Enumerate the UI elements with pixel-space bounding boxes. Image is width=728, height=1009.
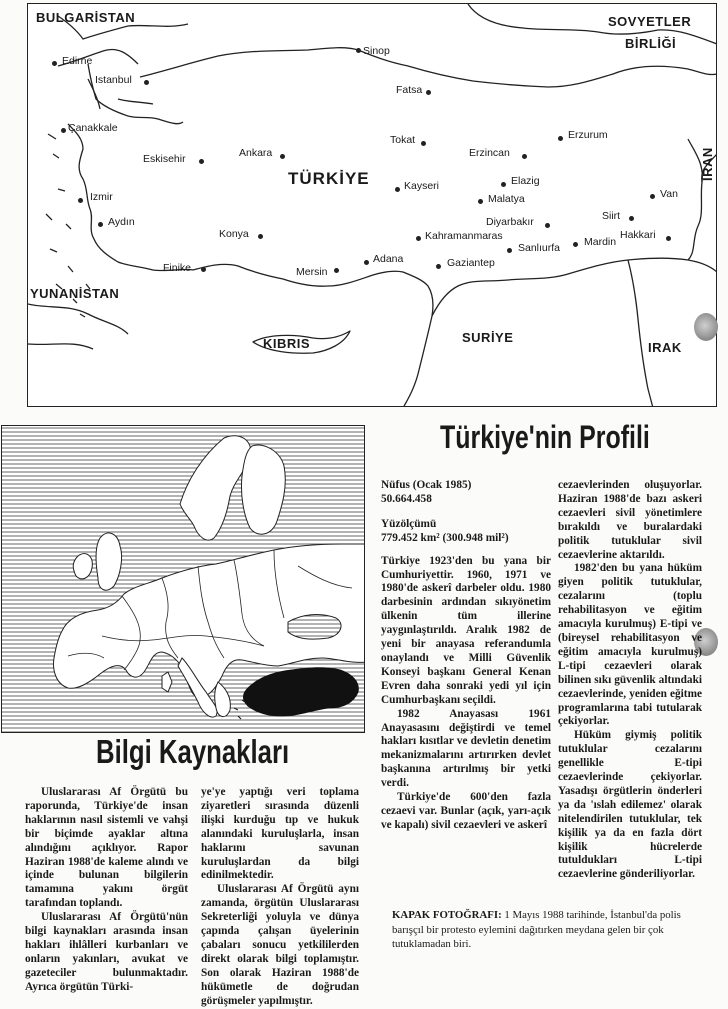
city-label: Mersin <box>296 266 328 278</box>
europe-locator-map <box>1 425 365 733</box>
turkey-map-lines <box>28 4 717 407</box>
city-label: Kahramanmaras <box>425 230 503 242</box>
city-label: Aydın <box>108 216 135 228</box>
city-label: Tokat <box>390 134 416 146</box>
city-marker <box>573 242 578 247</box>
city-label: Diyarbakır <box>486 216 534 228</box>
city-label: Siirt <box>602 210 621 222</box>
profile-paragraph: Türkiye'de 600'den fazla cezaevi var. Bunlar (açık, yarı-açık ve kapalı) sivil cezaevleri ve askerî <box>381 791 551 831</box>
city-marker <box>258 234 263 239</box>
profile-paragraph: Türkiye 1923'den bu yana bir Cumhuriyettir. 1960, 1971 ve 1980'de askerî darbeler oldu. 1980 darbesinin ardından sıkıyönetim ülkenin tüm illerine yaygınlaştırıldı. Aralık 1982 de yeni bir anayasa referandumla onaylandı ve Milli Güvenlik Konseyi başkanı General Kenan Evren daha sonraki yedi yıl için Cumhurbaşkanı seçildi. <box>381 554 551 706</box>
city-marker <box>558 136 563 141</box>
city-marker <box>501 182 506 187</box>
city-marker <box>545 223 550 228</box>
city-marker <box>436 264 441 269</box>
profile-title: Türkiye'nin Profili <box>440 419 650 455</box>
city-marker <box>426 90 431 95</box>
city-label: Edirne <box>62 55 93 67</box>
caption-label: KAPAK FOTOĞRAFI: <box>392 909 502 921</box>
europe-map-graphic <box>2 426 365 733</box>
city-marker <box>629 216 634 221</box>
sources-column-2 <box>201 786 359 1009</box>
sources-paragraph: Uluslararası Af Örgütü'nün bilgi kaynakları arasında insan hakları ihlâlleri kurbanları ve onların yakınları, avukat ve gazeteciler bulunmaktadır. Ayrıca örgütün Türki- <box>25 911 188 993</box>
turkey-map <box>27 3 717 407</box>
city-marker <box>201 267 206 272</box>
city-label: Erzincan <box>469 147 510 159</box>
caption-text: 1 Mayıs 1988 tarihinde, İstanbul'da polis barışçıl bir protesto eylemini dağıtırken meydana gelen bir çok tutuklamadan biri. <box>392 909 681 950</box>
city-marker <box>416 236 421 241</box>
country-label-birligi: BİRLİĞİ <box>625 36 677 51</box>
country-label-bulgaristan: BULGARİSTAN <box>36 10 136 25</box>
city-marker <box>364 260 369 265</box>
city-label: Sanlıurfa <box>518 242 561 254</box>
population-label: Nüfus (Ocak 1985) <box>381 479 472 491</box>
cover-photo-caption <box>392 908 710 952</box>
profile-paragraph: cezaevlerinden oluşuyorlar. Haziran 1988'de bazı askeri cezaevleri sivil yönetimlere bırakıldı ve buralardaki politik tutuklular sivil cezaevlerine aktarıldı. <box>558 479 702 561</box>
profile-column-2 <box>558 479 702 882</box>
city-marker <box>61 128 66 133</box>
city-marker <box>478 199 483 204</box>
city-label: Van <box>660 188 678 200</box>
sources-paragraph: Uluslararası Af Örgütü bu raporunda, Türkiye'de insan haklarının nasıl sistemli ve vahşi bir biçimde ayaklar altına alındığını açıklıyor. Rapor Haziran 1988'de kaleme alındı ve içinde bulunan bilgilerin tamamına yakını örgüt tarafından toplandı. <box>25 786 188 910</box>
city-label: Mardin <box>584 236 617 248</box>
sources-column-1 <box>25 786 188 995</box>
city-label: Eskisehir <box>143 153 186 165</box>
city-marker <box>98 222 103 227</box>
city-label: Adana <box>373 253 404 265</box>
profile-paragraph: Hüküm giymiş politik tutuklular cezalarını genellikle E-tipi cezaevlerinde çekiyorlar. Yasadışı örgütlerin önderleri ya da 'ıslah edilemez' olarak nitelendirilen tutuklular, tek kişilik ya da en fazla dört kişilik hücrelerde tutuldukları L-tipi cezaevlerine gönderiliyorlar. <box>558 729 702 881</box>
country-label-irak: IRAK <box>648 340 682 355</box>
city-marker <box>522 154 527 159</box>
profile-paragraph: 1982 Anayasası 1961 Anayasasını değiştirdi ve temel hakları kısıtlar ve devletin denetim mekanizmalarını artırırken devlet başkanına artırılmış bir yetki verdi. <box>381 707 551 790</box>
city-label: Fatsa <box>396 84 423 96</box>
country-label-kibris: KIBRIS <box>263 336 311 351</box>
city-label: Ankara <box>239 147 273 159</box>
city-label: Gaziantep <box>447 257 495 269</box>
country-label-iran: IRAN <box>700 147 715 181</box>
profile-column-1 <box>381 479 551 833</box>
city-label: Kayseri <box>404 180 440 192</box>
city-marker <box>144 80 149 85</box>
city-label: Izmir <box>90 191 113 203</box>
city-label: Sinop <box>363 45 390 57</box>
city-marker <box>421 141 426 146</box>
city-marker <box>280 154 285 159</box>
area-label: Yüzölçümü <box>381 517 437 530</box>
sources-paragraph: ye'ye yaptığı veri toplama ziyaretleri sırasında düzenli ilişki kurduğu tıp ve hukuk alanındaki kuruluşlarla, insan haklarını savunan kuruluşlardan da bilgi edinilmektedir. <box>201 786 359 882</box>
country-label-yunanistan: YUNANİSTAN <box>30 286 120 301</box>
city-label: Hakkari <box>620 229 656 241</box>
country-label-turkiye: TÜRKİYE <box>288 169 370 188</box>
profile-paragraph: 1982'den bu yana hüküm giyen politik tutuklular, cezalarını (toplu rehabilitasyon ve eğitim amacıyla kurulmuş) E-tipi ve (bireysel rehabilitasyon ve eğitim amacıyla kurulmuş) L-tipi cezaevleri olarak bilinen sıkı güvenlik altındaki cezaevlerinde, yeniden eğitme programlarına tabi tutularak çekiyorlar. <box>558 562 702 728</box>
city-label: Elazig <box>511 175 540 187</box>
city-marker <box>507 248 512 253</box>
city-label: Malatya <box>488 193 525 205</box>
sources-title: Bilgi Kaynakları <box>96 733 290 770</box>
city-marker <box>666 236 671 241</box>
population-value: 50.664.458 <box>381 492 432 505</box>
country-label-sovyetler: SOVYETLER <box>608 14 692 29</box>
city-marker <box>395 187 400 192</box>
city-label: Konya <box>219 228 249 240</box>
city-marker <box>52 61 57 66</box>
city-label: Istanbul <box>95 74 132 86</box>
city-marker <box>78 198 83 203</box>
hole-punch <box>694 313 718 341</box>
city-marker <box>650 194 655 199</box>
city-marker <box>334 268 339 273</box>
city-marker <box>199 159 204 164</box>
sources-paragraph: Uluslararası Af Örgütü aynı zamanda, örgütün Uluslararası Sekreterliği yoluyla ve dünya çapında çalışan üyelerinin çabaları sonucu yetkililerden direkt olarak bilgi toplamıştır. Son olarak Haziran 1988'de hükümetle de doğrudan görüşmeler yapılmıştır. <box>201 883 359 1007</box>
city-marker <box>356 48 361 53</box>
city-label: Erzurum <box>568 129 608 141</box>
country-label-suriye: SURİYE <box>462 330 514 345</box>
area-value: 779.452 km² (300.948 mil²) <box>381 531 509 544</box>
city-label: Finike <box>163 262 192 274</box>
city-label: Çanakkale <box>68 122 118 134</box>
